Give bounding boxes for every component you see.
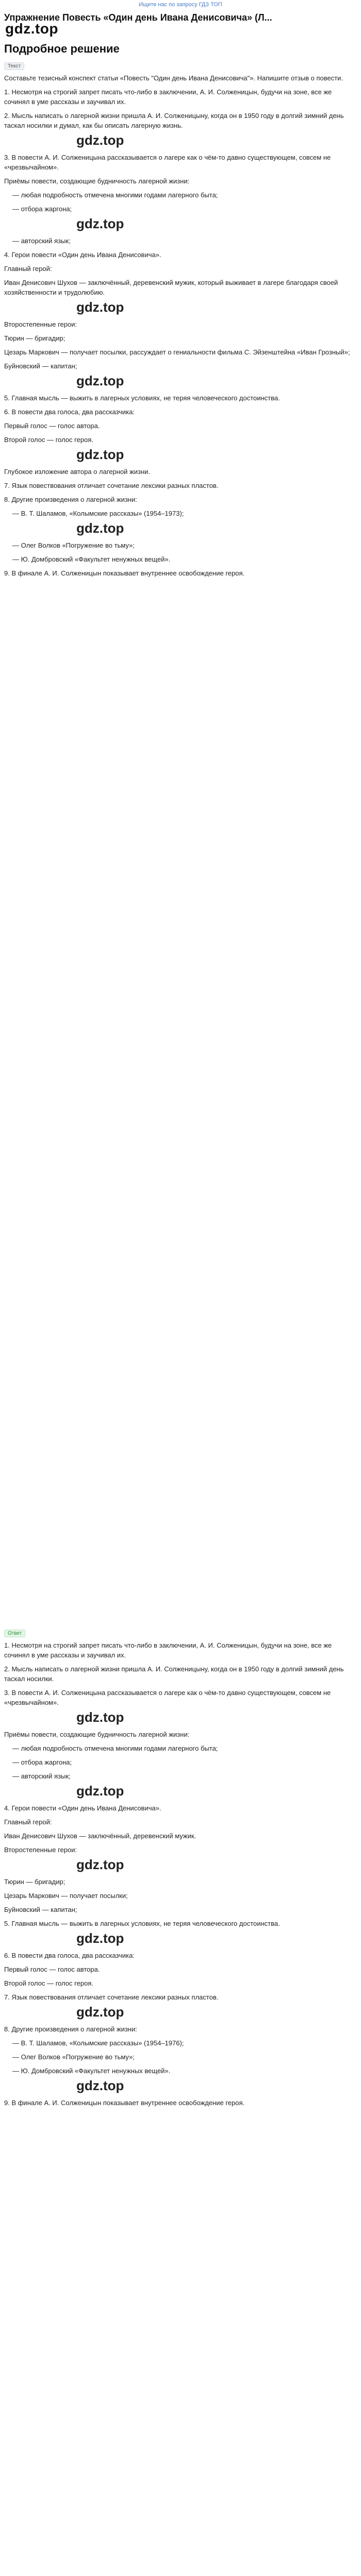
- paragraph: 3. В повести А. И. Солженицына рассказывается о лагере как о чём-то давно существующем, совсем не «чрезвычайном».: [4, 1689, 331, 1706]
- watermark-logo: gdz.top: [76, 1930, 124, 1946]
- paragraph: 9. В финале А. И. Солженицын показывает внутреннее освобождение героя.: [4, 2099, 245, 2107]
- paragraph: 1. Несмотря на строгий запрет писать что-либо в заключении, А. И. Солженицын, будучи на зоне, все же сочинял в уме рассказы и заучивал их.: [4, 1641, 332, 1659]
- watermark-logo: gdz.top: [76, 2004, 124, 2020]
- logo: gdz.top: [5, 21, 59, 37]
- list-item: — отбора жаргона;: [12, 1758, 72, 1766]
- paragraph: 1. Несмотря на строгий запрет писать что-либо в заключении, А. И. Солженицын, будучи на зоне, все же сочинял в уме рассказы и заучивал их.: [4, 88, 332, 106]
- paragraph: Составьте тезисный конспект статьи «Повесть "Один день Ивана Денисовича"». Напишите отзыв о повести.: [4, 74, 343, 82]
- list-item: — любая подробность отмечена многими годами лагерного быта;: [12, 191, 218, 199]
- paragraph: 2. Мысль написать о лагерной жизни пришла А. И. Солженицыну, когда он в 1950 году в долгий зимний день таскал носилки и думал, как бы описать лагерную жизнь.: [4, 112, 344, 129]
- paragraph: 3. В повести А. И. Солженицына рассказывается о лагере как о чём-то давно существующем, совсем не «чрезвычайном».: [4, 154, 331, 171]
- list-item: — Олег Волков «Погружение во тьму»;: [12, 541, 135, 549]
- list-item: — авторский язык;: [12, 237, 71, 245]
- watermark-logo: gdz.top: [76, 373, 124, 388]
- paragraph: Тюрин — бригадир;: [4, 334, 65, 342]
- paragraph: Тюрин — бригадир;: [4, 1878, 65, 1886]
- theory-section: [4, 61, 357, 582]
- answer-section: [4, 1628, 357, 2112]
- paragraph: Буйновский — капитан;: [4, 1906, 77, 1913]
- list-item: — авторский язык;: [12, 1772, 71, 1780]
- paragraph: Второй голос — голос героя.: [4, 436, 93, 444]
- paragraph: Второй голос — голос героя.: [4, 1979, 93, 1987]
- theory-badge: Текст: [4, 62, 24, 70]
- top-link[interactable]: Ищите нас по запросу ГДЗ ТОП: [139, 2, 222, 8]
- paragraph: Приёмы повести, создающие будничность лагерной жизни:: [4, 177, 190, 185]
- list-item: — В. Т. Шаламов, «Колымские рассказы» (1954–1973);: [12, 510, 184, 517]
- list-item: — Ю. Домбровский «Факультет ненужных вещей».: [12, 555, 171, 563]
- page-title: Упражнение Повесть «Один день Ивана Денисовича» (Л...: [4, 12, 272, 23]
- paragraph: 8. Другие произведения о лагерной жизни:: [4, 496, 137, 503]
- list-item: — Олег Волков «Погружение во тьму»;: [12, 2053, 135, 2061]
- paragraph: Цезарь Маркович — получает посылки;: [4, 1892, 128, 1900]
- paragraph: Иван Денисович Шухов — заключённый, деревенский мужик.: [4, 1832, 196, 1840]
- watermark-logo: gdz.top: [76, 299, 124, 315]
- watermark-logo: gdz.top: [76, 132, 124, 148]
- list-item: — любая подробность отмечена многими годами лагерного быта;: [12, 1744, 218, 1752]
- paragraph: Цезарь Маркович — получает посылки, рассуждает о гениальности фильма С. Эйзенштейна «Иван Грозный»;: [4, 348, 350, 356]
- paragraph: Глубокое изложение автора о лагерной жизни.: [4, 468, 151, 476]
- paragraph: 2. Мысль написать о лагерной жизни пришла А. И. Солженицыну, когда он в 1950 году в долгий зимний день таскал носилки.: [4, 1665, 344, 1683]
- paragraph: Иван Денисович Шухов — заключённый, деревенский мужик, который выживает в лагере благодаря своей хозяйственности и трудолюбию.: [4, 279, 338, 296]
- paragraph: Главный герой:: [4, 265, 52, 273]
- paragraph: 4. Герои повести «Один день Ивана Денисовича».: [4, 1804, 161, 1812]
- watermark-logo: gdz.top: [76, 1709, 124, 1725]
- list-item: — отбора жаргона;: [12, 205, 72, 213]
- paragraph: Главный герой:: [4, 1818, 52, 1826]
- subtitle: Подробное решение: [4, 42, 120, 55]
- paragraph: Второстепенные герои:: [4, 1846, 77, 1854]
- paragraph: 8. Другие произведения о лагерной жизни:: [4, 2025, 137, 2033]
- paragraph: Первый голос — голос автора.: [4, 1965, 100, 1973]
- paragraph: Второстепенные герои:: [4, 320, 77, 328]
- paragraph: 6. В повести два голоса, два рассказчика:: [4, 408, 135, 416]
- watermark-logo: gdz.top: [76, 520, 124, 536]
- watermark-logo: gdz.top: [76, 1783, 124, 1799]
- paragraph: Буйновский — капитан;: [4, 362, 77, 370]
- paragraph: 7. Язык повествования отличает сочетание лексики разных пластов.: [4, 482, 219, 489]
- paragraph: 7. Язык повествования отличает сочетание лексики разных пластов.: [4, 1993, 219, 2001]
- watermark-logo: gdz.top: [76, 1857, 124, 1872]
- paragraph: Первый голос — голос автора.: [4, 422, 100, 430]
- watermark-logo: gdz.top: [76, 216, 124, 231]
- paragraph: 5. Главная мысль — выжить в лагерных условиях, не теряя человеческого достоинства.: [4, 1920, 280, 1927]
- answer-badge: Ответ: [4, 1630, 25, 1637]
- paragraph: 9. В финале А. И. Солженицын показывает внутреннее освобождение героя.: [4, 569, 245, 577]
- watermark-logo: gdz.top: [76, 2078, 124, 2093]
- list-item: — В. Т. Шаламов, «Колымские рассказы» (1954–1976);: [12, 2039, 184, 2047]
- paragraph: 6. В повести два голоса, два рассказчика:: [4, 1952, 135, 1959]
- paragraph: 5. Главная мысль — выжить в лагерных условиях, не теряя человеческого достоинства.: [4, 394, 280, 402]
- list-item: — Ю. Домбровский «Факультет ненужных вещей».: [12, 2067, 171, 2075]
- paragraph: Приёмы повести, создающие будничность лагерной жизни:: [4, 1731, 190, 1738]
- paragraph: 4. Герои повести «Один день Ивана Денисовича».: [4, 251, 161, 259]
- watermark-logo: gdz.top: [76, 447, 124, 462]
